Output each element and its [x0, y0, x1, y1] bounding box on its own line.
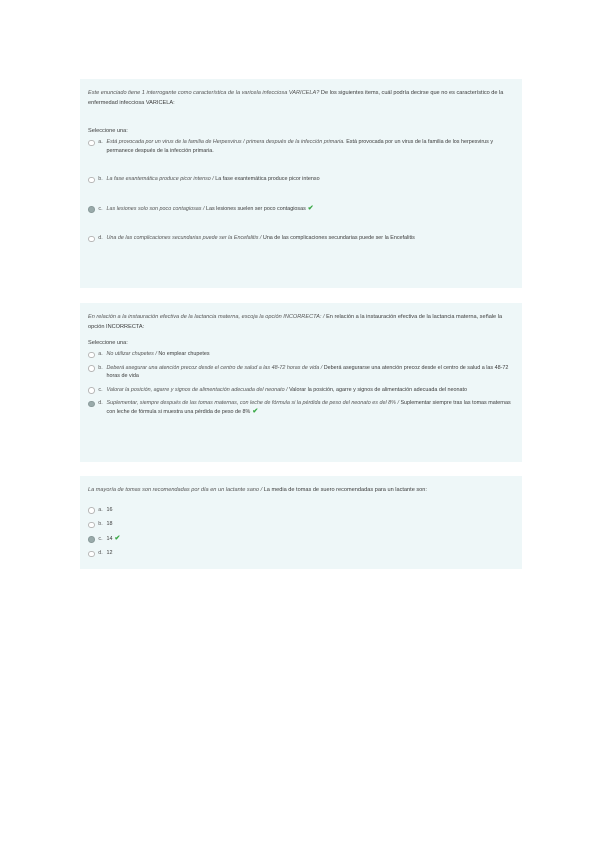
option-normal: Está provocada por un virus de la familia de los herpesvirus y permanece después de la infección primaria. — [106, 139, 494, 154]
option-letter: a. — [98, 139, 103, 145]
option-letter: c. — [98, 205, 103, 212]
option-normal: Una de las complicaciones secundarias puede ser la Encefalitis — [261, 235, 415, 241]
option-letter: b. — [98, 176, 103, 182]
option-text — [107, 535, 515, 544]
option-text — [107, 350, 515, 359]
correct-check-icon: ✔ — [114, 534, 121, 542]
option-text: 16 — [106, 506, 113, 513]
option-text: 18 — [106, 521, 113, 527]
option-normal: Valorar la posición, agarre y signos de alimentación adecuada del neonato — [287, 386, 468, 393]
question-card-2 — [80, 303, 522, 462]
select-prompt: Seleccione una: — [88, 128, 128, 134]
option-letter: c. — [98, 535, 103, 542]
option-d[interactable] — [88, 234, 514, 243]
option-c[interactable] — [88, 535, 514, 544]
question-text-italic: La mayoría de tomas son recomendadas por día en un lactante sano / — [88, 487, 263, 493]
option-a[interactable] — [88, 138, 514, 155]
option-d[interactable] — [88, 549, 514, 558]
option-normal: Las lesiones suelen ser poco contagiosas — [204, 205, 306, 212]
options-list — [88, 506, 514, 558]
option-normal: No emplear chupetes — [156, 351, 210, 357]
option-text — [107, 138, 515, 155]
question-text — [88, 486, 514, 496]
option-a[interactable] — [88, 350, 514, 359]
option-letter: b. — [98, 521, 103, 527]
option-letter: d. — [98, 235, 103, 241]
question-text-italic: Este enunciado tiene 1 interrogante como característica de la varicela infecciosa VARICELA? — [88, 90, 320, 96]
option-normal: La fase exantemática produce picor intenso — [213, 176, 320, 182]
question-text-normal: En relación a la instauración efectiva de la lactancia materna, señale la opción INCORRECTA: — [88, 314, 503, 330]
option-c[interactable] — [88, 386, 514, 395]
question-text-normal: De los siguientes items, cuál podría decirse que no es característico de la enfermedad infecciosa VARICELA: — [88, 90, 504, 106]
option-text: 12 — [106, 550, 113, 556]
option-c[interactable] — [88, 205, 514, 214]
option-letter: b. — [98, 364, 103, 371]
select-prompt: Seleccione una: — [88, 340, 128, 346]
option-a[interactable] — [88, 506, 514, 515]
options-list — [88, 138, 514, 243]
option-d[interactable] — [88, 399, 514, 416]
option-italic: Deberá asegurar una atención precoz desde el centro de salud a las 48-72 horas de vida / — [106, 364, 323, 371]
question-text — [88, 89, 514, 108]
option-text — [107, 386, 515, 395]
options-list — [88, 350, 514, 416]
option-letter: c. — [98, 386, 103, 393]
option-text — [107, 399, 515, 416]
option-text — [107, 205, 515, 214]
correct-check-icon: ✔ — [307, 204, 314, 212]
question-text-normal: La media de tomas de suero recomendadas para un lactante son: — [262, 487, 427, 493]
option-text — [107, 234, 515, 243]
option-italic: Valorar la posición, agarre y signos de alimentación adecuada del neonato / — [106, 386, 288, 393]
question-card-1 — [80, 79, 522, 288]
option-normal: Deberá asegurarse una atención precoz desde el centro de salud a las 48-72 horas de vida — [106, 364, 509, 379]
option-italic: No utilizar chupetes / — [106, 351, 157, 357]
option-text — [107, 175, 515, 184]
option-letter: a. — [98, 351, 103, 357]
option-letter: d. — [98, 550, 103, 556]
option-normal: 14 — [106, 535, 113, 542]
option-text — [107, 364, 515, 381]
option-letter: d. — [98, 400, 103, 406]
option-italic: Una de las complicaciones secundarias puede ser la Encefalitis / — [106, 235, 262, 241]
option-normal: Suplementar siempre tras las tomas maternas con leche de fórmula si muestra una pérdida de peso de 8% — [106, 400, 511, 415]
option-italic: La fase exantemática produce picor intenso / — [106, 176, 214, 182]
option-italic: Las lesiones solo son poco contagiosas / — [106, 205, 205, 212]
option-b[interactable] — [88, 175, 514, 184]
option-italic: Suplementar, siempre después de las tomas maternas, con leche de fórmula si la pérdida de peso del neonato es del 8% / — [106, 400, 399, 406]
question-text — [88, 313, 514, 332]
question-card-3 — [80, 476, 522, 569]
option-b[interactable] — [88, 520, 514, 529]
question-text-italic: En relación a la instauración efectiva de la lactancia materna, escoja la opción INCORRECTA: / — [88, 314, 325, 320]
option-b[interactable] — [88, 364, 514, 381]
option-italic: Está provocada por un virus de la familia de Herpesvirus / primera después de la infección primaria. — [106, 139, 345, 145]
correct-check-icon: ✔ — [252, 407, 259, 415]
option-letter: a. — [98, 506, 103, 513]
